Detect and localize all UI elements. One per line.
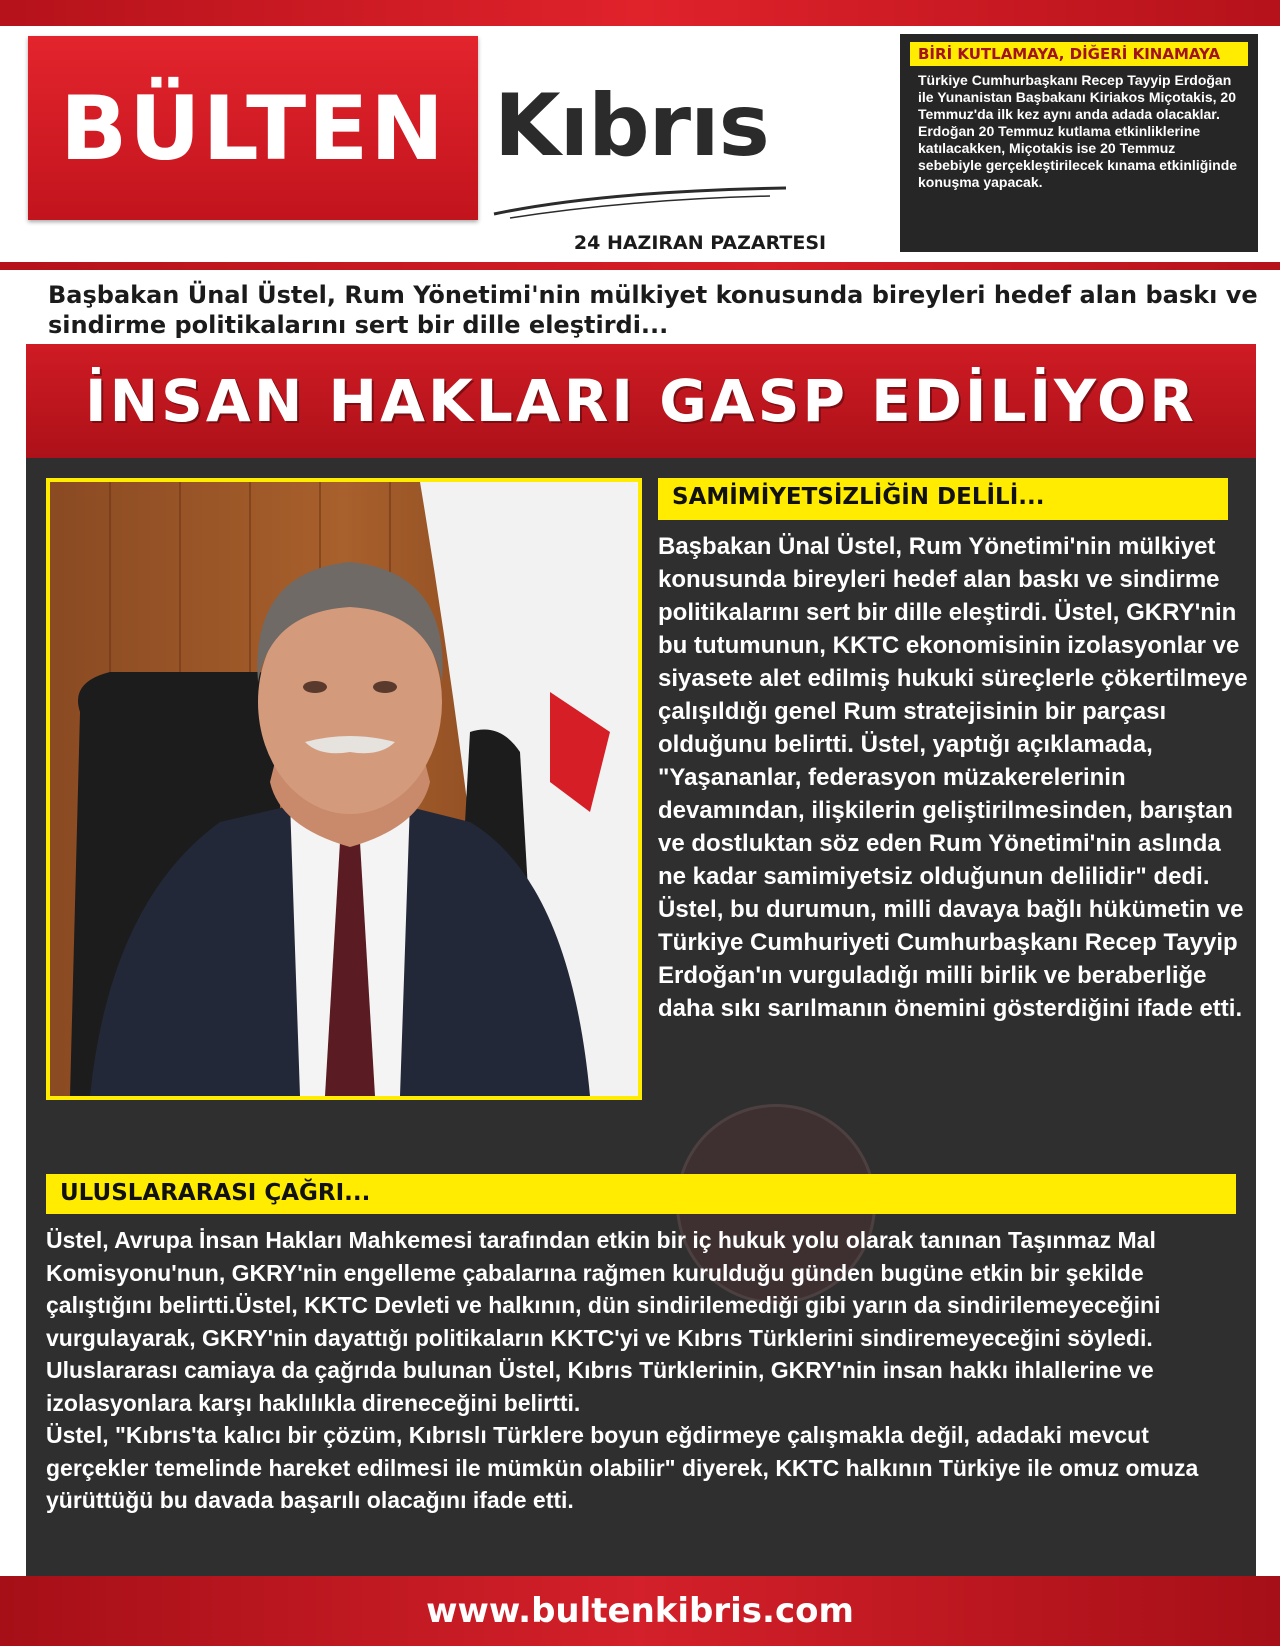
logo-bulten-text: BÜLTEN bbox=[60, 76, 446, 180]
section-body-international-call bbox=[46, 1224, 1246, 1517]
article-headline: İNSAN HAKLARI GASP EDİLİYOR bbox=[85, 367, 1197, 435]
sidebar-body: Türkiye Cumhurbaşkanı Recep Tayyip Erdoğan ile Yunanistan Başbakanı Kiriakos Miçotakis, 20 Temmuz'da ilk kez aynı anda adada olacaklar. Erdoğan 20 Temmuz kutlama etkinliklerine katılacakken, Miçotakis ise 20 Temmuz sebebiyle gerçekleştirilecek kınama etkinliğinde konuşma yapacak. bbox=[918, 72, 1238, 190]
section-body-evidence: Başbakan Ünal Üstel, Rum Yönetimi'nin mülkiyet konusunda bireyleri hedef alan baskı ve sindirme politikalarını sert bir dille eleştirdi. Üstel, GKRY'nin bu tutumunun, KKTC ekonomisinin izolasyonlar ve siyasete alet edilmiş hukuki süreçlerle çökertilmeye çalışıldığı genel Rum stratejisinin bir parçası olduğunu belirtti. Üstel, yaptığı açıklamada, "Yaşananlar, federasyon müzakerelerinin devamından, ilişkilerin geliştirilmesinden, barıştan ve dostluktan söz eden Rum Yönetimi'nin aslında ne kadar samimiyetsiz olduğunun delilidir" dedi. Üstel, bu durumun, milli davaya bağlı hükümetin ve Türkiye Cumhuriyeti Cumhurbaşkanı Recep Tayyip Erdoğan'ın vurguladığı milli birlik ve beraberliğe daha sıkı sarılmanın önemini gösterdiğini ifade etti. bbox=[658, 533, 1248, 1022]
logo-swoosh-icon bbox=[490, 178, 790, 222]
logo-kibris-text[interactable]: Kıbrıs bbox=[494, 76, 769, 176]
paragraph-2: Üstel, "Kıbrıs'ta kalıcı bir çözüm, Kıbrıslı Türklere boyun eğdirmeye çalışmakla değil, adadaki mevcut gerçekler temelinde hareket edilmesi ile mümkün olabilir" diyerek, KKTC halkının Türkiye ile omuz omuza yürüttüğü bu davada başarılı olacağını ifade etti. bbox=[46, 1422, 1199, 1513]
article-subheadline: Başbakan Ünal Üstel, Rum Yönetimi'nin mülkiyet konusunda bireyleri hedef alan baskı ve sindirme politikalarını sert bir dille eleştirdi... bbox=[48, 281, 1258, 339]
sidebar-news-box[interactable] bbox=[900, 34, 1258, 252]
paragraph-1: Üstel, Avrupa İnsan Hakları Mahkemesi tarafından etkin bir iç hukuk yolu olarak tanınan Taşınmaz Mal Komisyonu'nun, GKRY'nin engelleme çabalarına rağmen kurulduğu günden bugüne etkin bir şekilde çalıştığını belirtti.Üstel, KKTC Devleti ve halkının, dün sindirilemediği gibi yarın da sindirilemeyeceğini vurgulayarak, GKRY'nin dayattığı politikaların KKTC'yi ve Kıbrıs Türklerini sindiremeyeceğini söyledi. Uluslararası camiaya da çağrıda bulunan Üstel, Kıbrıs Türklerinin, GKRY'nin insan hakkı ihlallerine ve izolasyonlara karşı haklılıkla direneceğini belirtti. bbox=[46, 1227, 1161, 1416]
header-divider bbox=[0, 262, 1280, 270]
footer-website-link[interactable]: www.bultenkibris.com bbox=[426, 1591, 854, 1631]
logo-red-block[interactable] bbox=[28, 36, 478, 220]
footer-bar bbox=[0, 1576, 1280, 1646]
section-title-evidence: SAMİMİYETSİZLİĞİN DELİLİ... bbox=[658, 478, 1228, 520]
article-panel bbox=[26, 344, 1256, 1576]
article-photo bbox=[46, 478, 642, 1100]
top-red-band bbox=[0, 0, 1280, 26]
sidebar-heading: BİRİ KUTLAMAYA, DİĞERİ KINAMAYA bbox=[910, 42, 1248, 66]
section-title-international-call: ULUSLARARASI ÇAĞRI... bbox=[46, 1174, 1236, 1214]
portrait-illustration bbox=[50, 482, 638, 1096]
issue-date: 24 HAZIRAN PAZARTESI bbox=[573, 232, 827, 254]
headline-bar bbox=[26, 344, 1256, 458]
